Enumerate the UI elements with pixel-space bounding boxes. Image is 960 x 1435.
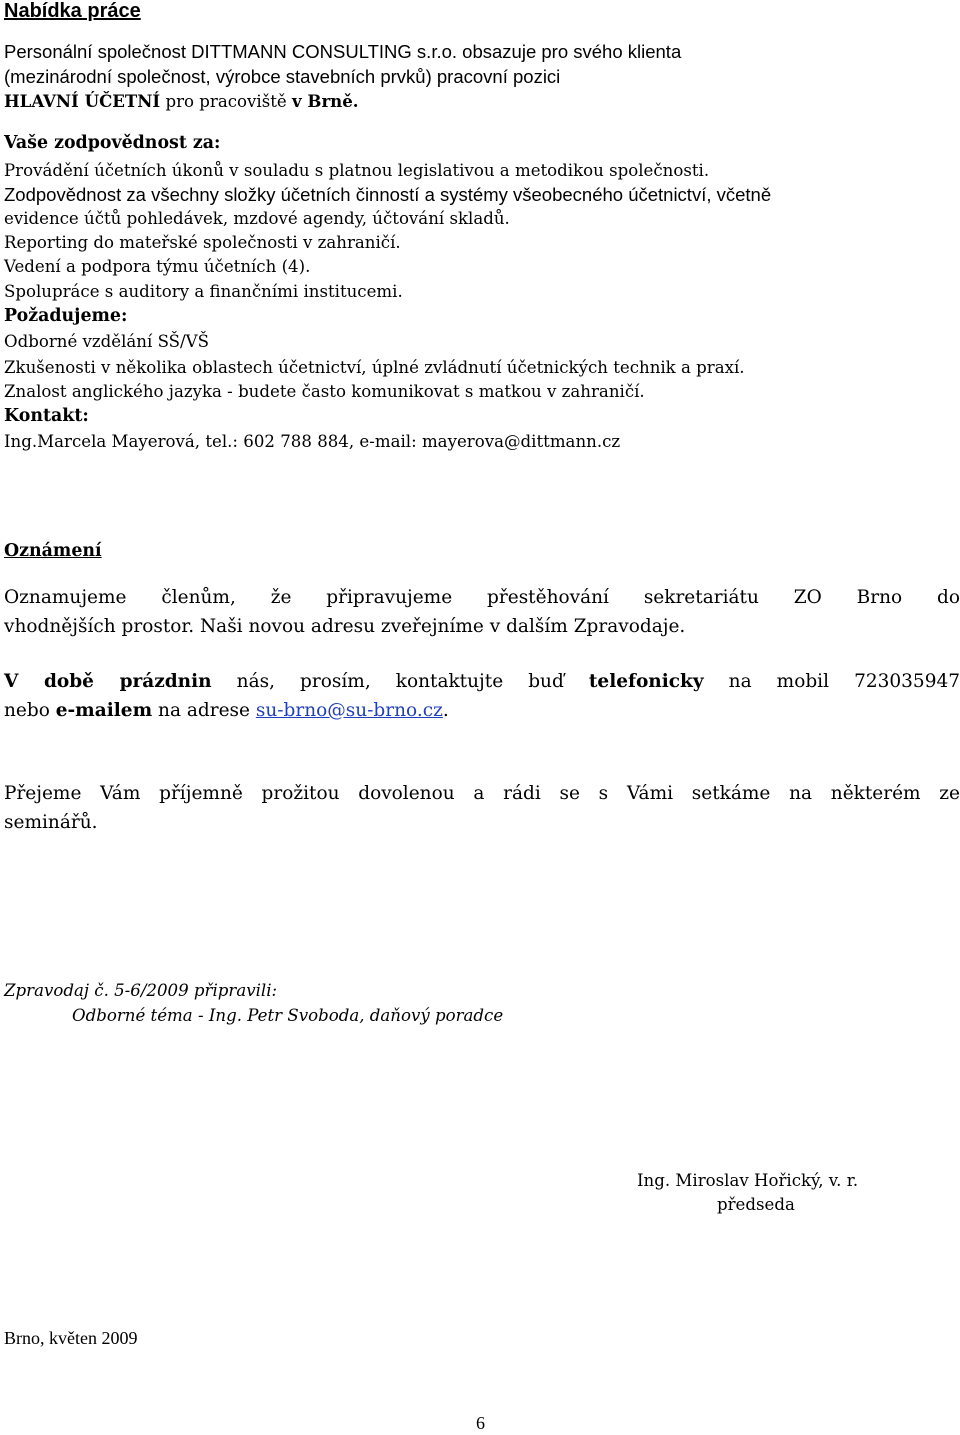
resp-heading: Vaše zodpovědnost za: [4, 133, 221, 153]
phone-emphasis: telefonicky [588, 671, 704, 692]
notice-text: nebo [4, 700, 56, 721]
notice-text: na mobil 723035947 [703, 671, 960, 692]
resp-item: Spolupráce s auditory a finančními institucemi. [4, 282, 403, 301]
notice-p1-line2: vhodnějších prostor. Naši novou adresu zveřejníme v dalším Zpravodaje. [4, 616, 686, 637]
page-number: 6 [476, 1413, 485, 1433]
notice-p2-line2 [4, 700, 449, 721]
resp-item: Reporting do mateřské společnosti v zahraničí. [4, 233, 401, 252]
credits-line2: Odborné téma - Ing. Petr Svoboda, daňový poradce [72, 1006, 504, 1025]
job-intro-line2: (mezinárodní společnost, výrobce stavebních prvků) pracovní pozici [4, 66, 561, 87]
req-heading: Požadujeme: [4, 306, 128, 326]
notice-p3-line1: Přejeme Vám příjemně prožitou dovolenou a rádi se s Vámi setkáme na některém ze [4, 783, 960, 804]
resp-item: evidence účtů pohledávek, mzdové agendy, účtování skladů. [4, 209, 510, 228]
email-emphasis: e-mailem [55, 700, 153, 721]
req-item: Znalost anglického jazyka - budete často komunikovat s matkou v zahraničí. [4, 382, 645, 401]
resp-item: Vedení a podpora týmu účetních (4). [4, 257, 311, 276]
resp-item: Zodpovědnost za všechny složky účetních činností a systémy všeobecného účetnictví, včetně [4, 184, 772, 205]
job-intro-line1: Personální společnost DITTMANN CONSULTING s.r.o. obsazuje pro svého klienta [4, 41, 682, 62]
job-position: HLAVNÍ ÚČETNÍ [4, 91, 161, 111]
notice-p1-line1: Oznamujeme členům, že připravujeme přestěhování sekretariátu ZO Brno do [4, 587, 960, 608]
req-item: Zkušenosti v několika oblastech účetnictví, úplné zvládnutí účetnických technik a praxí. [4, 358, 745, 377]
job-city: v Brně. [292, 91, 359, 111]
req-item: Odborné vzdělání SŠ/VŠ [4, 332, 209, 351]
notice-heading: Oznámení [4, 541, 102, 561]
job-workplace-pre: pro pracoviště [160, 92, 292, 111]
resp-item: Provádění účetních úkonů v souladu s platnou legislativou a metodikou společnosti. [4, 161, 710, 180]
contact-heading: Kontakt: [4, 406, 89, 426]
notice-p3-line2: seminářů. [4, 812, 98, 833]
credits-line1: Zpravodaj č. 5-6/2009 připravili: [4, 981, 278, 1000]
job-intro-line3 [4, 91, 359, 111]
signature-role: předseda [717, 1195, 795, 1214]
job-heading: Nabídka práce [4, 0, 141, 22]
contact-line: Ing.Marcela Mayerová, tel.: 602 788 884, e-mail: mayerova@dittmann.cz [4, 432, 621, 451]
holiday-emphasis: V době prázdnin [4, 671, 212, 692]
notice-text: . [442, 700, 449, 721]
notice-text: nás, prosím, kontaktujte buď [211, 671, 589, 692]
notice-p2-line1 [4, 671, 960, 692]
place-date: Brno, květen 2009 [4, 1328, 138, 1348]
signature-name: Ing. Miroslav Hořický, v. r. [637, 1171, 859, 1190]
notice-text: na adrese [152, 700, 256, 721]
email-link[interactable]: su-brno@su-brno.cz [255, 700, 443, 721]
